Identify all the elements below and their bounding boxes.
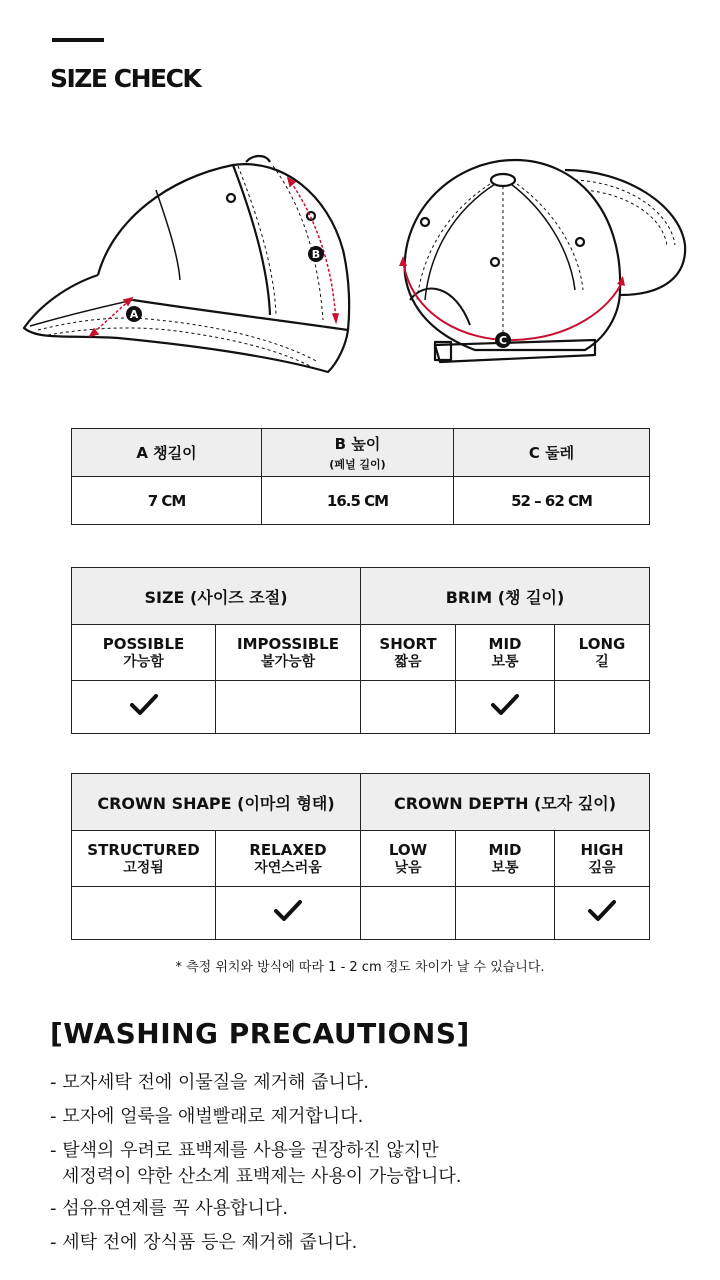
checkmark-icon bbox=[129, 690, 159, 720]
check-cell-low bbox=[361, 887, 456, 940]
size-header: SIZE (사이즈 조절) bbox=[72, 568, 361, 625]
value-height: 16.5 CM bbox=[262, 477, 454, 525]
check-cell-possible bbox=[72, 681, 216, 734]
washing-item: - 세탁 전에 장식품 등은 제거해 줍니다. bbox=[50, 1232, 358, 1253]
option-mid: MID 보통 bbox=[456, 625, 555, 681]
check-cell-relaxed bbox=[216, 887, 361, 940]
measurement-note: * 측정 위치와 방식에 따라 1 - 2 cm 정도 차이가 날 수 있습니다. bbox=[175, 960, 545, 975]
marker-a-label: A bbox=[129, 308, 139, 321]
option-low: LOW 낮음 bbox=[361, 831, 456, 887]
checkmark-icon bbox=[273, 896, 303, 926]
measurement-table bbox=[71, 428, 650, 525]
check-cell-structured bbox=[72, 887, 216, 940]
crown-shape-header: CROWN SHAPE (이마의 형태) bbox=[72, 774, 361, 831]
checkmark-icon bbox=[587, 896, 617, 926]
option-structured: STRUCTURED 고정됨 bbox=[72, 831, 216, 887]
check-cell-depth-mid bbox=[456, 887, 555, 940]
crown-table bbox=[71, 773, 650, 940]
check-cell-short bbox=[361, 681, 456, 734]
washing-list bbox=[50, 1070, 461, 1264]
brim-header: BRIM (챙 길이) bbox=[361, 568, 650, 625]
cap-back-view-illustration bbox=[395, 150, 695, 385]
check-cell-mid bbox=[456, 681, 555, 734]
option-possible: POSSIBLE 가능함 bbox=[72, 625, 216, 681]
check-cell-long bbox=[555, 681, 650, 734]
crown-depth-header: CROWN DEPTH (모자 깊이) bbox=[361, 774, 650, 831]
washing-item bbox=[50, 1138, 461, 1196]
check-cell-impossible bbox=[216, 681, 361, 734]
washing-item: - 모자세탁 전에 이물질을 제거해 줍니다. bbox=[50, 1072, 370, 1093]
option-impossible: IMPOSSIBLE 불가능함 bbox=[216, 625, 361, 681]
value-circumference: 52 – 62 CM bbox=[454, 477, 650, 525]
header-brim-length: A 챙길이 bbox=[72, 429, 262, 477]
marker-c-label: C bbox=[498, 334, 508, 347]
option-short: SHORT 짧음 bbox=[361, 625, 456, 681]
header-height: B 높이 (페널 길이) bbox=[262, 429, 454, 477]
washing-item: - 섬유유연제를 꼭 사용합니다. bbox=[50, 1198, 289, 1219]
header-rule bbox=[52, 38, 104, 42]
washing-title: [WASHING PRECAUTIONS] bbox=[50, 1017, 470, 1050]
washing-item: - 모자에 얼룩을 애벌빨래로 제거합니다. bbox=[50, 1106, 364, 1127]
option-depth-mid: MID 보통 bbox=[456, 831, 555, 887]
header-circumference: C 둘레 bbox=[454, 429, 650, 477]
option-high: HIGH 깊음 bbox=[555, 831, 650, 887]
washing-item-line: - 탈색의 우려로 표백제를 사용을 권장하진 않지만 bbox=[50, 1140, 439, 1161]
option-long: LONG 길 bbox=[555, 625, 650, 681]
size-brim-table bbox=[71, 567, 650, 734]
check-cell-high bbox=[555, 887, 650, 940]
page-title: SIZE CHECK bbox=[50, 64, 201, 93]
option-relaxed: RELAXED 자연스러움 bbox=[216, 831, 361, 887]
washing-item-line: 세정력이 약한 산소계 표백제는 사용이 가능합니다. bbox=[62, 1166, 462, 1187]
checkmark-icon bbox=[490, 690, 520, 720]
marker-b-label: B bbox=[311, 248, 321, 261]
value-brim-length: 7 CM bbox=[72, 477, 262, 525]
cap-side-view-illustration bbox=[18, 140, 358, 380]
